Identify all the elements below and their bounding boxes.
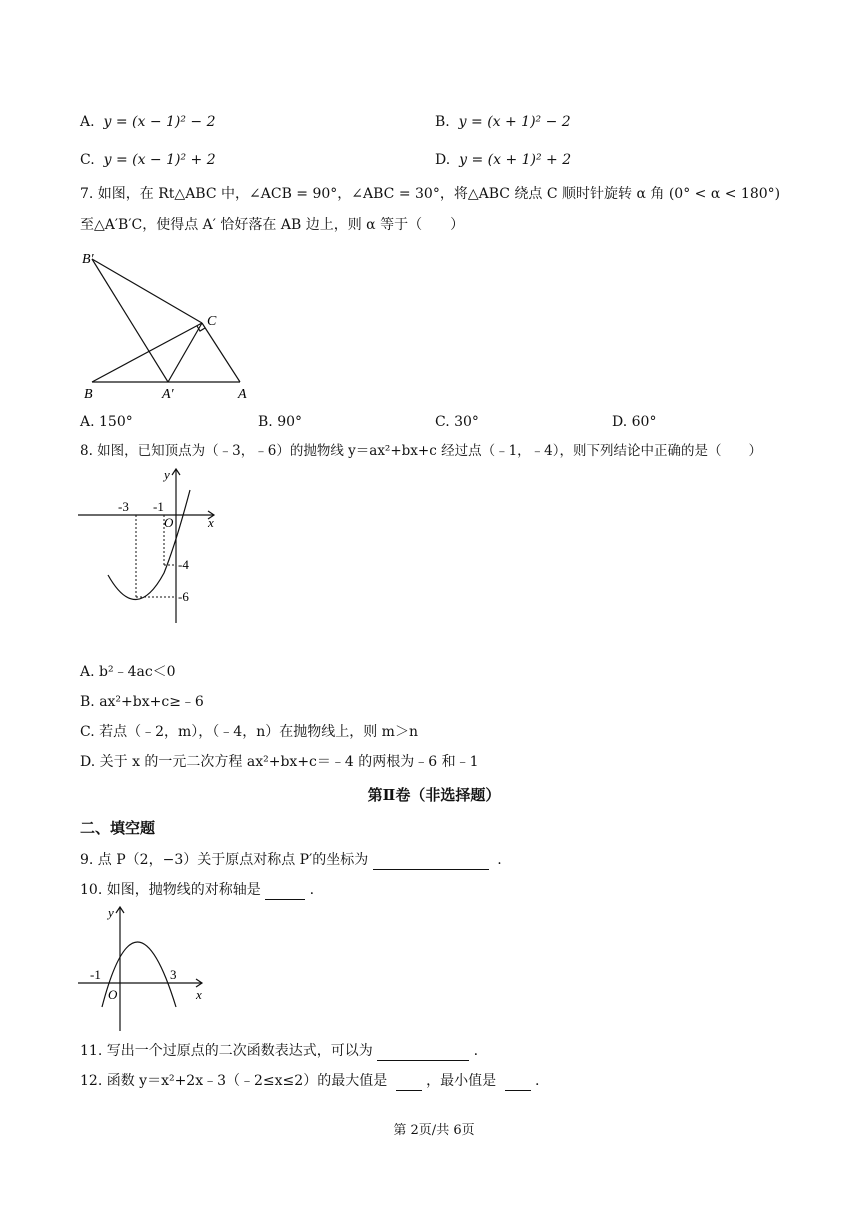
q10-parabola-graph bbox=[78, 903, 218, 1035]
q7-stem-line2: 至△A′B′C，使得点 A′ 恰好落在 AB 边上，则 α 等于（ ） bbox=[80, 217, 465, 233]
q11-end: . bbox=[473, 1043, 479, 1059]
q10-end: . bbox=[309, 882, 315, 898]
q6-option-b-label: B. bbox=[435, 114, 450, 130]
q10-label-o: O bbox=[108, 987, 118, 1002]
q9 bbox=[80, 850, 502, 870]
q8-stem: 8. 如图，已知顶点为（﹣3，﹣6）的抛物线 y＝ax²+bx+c 经过点（﹣1，﹣4），则下列结论中正确的是（ ） bbox=[80, 443, 762, 459]
q6-option-d-expr: y = (x + 1)² + 2 bbox=[459, 152, 572, 168]
q7-option-c: C. 30° bbox=[435, 414, 479, 430]
q10-answer-blank[interactable] bbox=[265, 883, 305, 900]
q12 bbox=[80, 1071, 539, 1091]
q6-option-c-expr: y = (x − 1)² + 2 bbox=[103, 152, 216, 168]
q6-option-a bbox=[80, 112, 216, 132]
q6-option-b-expr: y = (x + 1)² − 2 bbox=[458, 114, 571, 130]
q8-option-c: C. 若点（﹣2，m），（﹣4，n）在抛物线上，则 m＞n bbox=[80, 724, 418, 740]
q7-option-d: D. 60° bbox=[612, 414, 657, 430]
q8-label-neg1: -1 bbox=[153, 499, 164, 514]
q10-label-x: x bbox=[196, 987, 202, 1002]
q6-option-a-expr: y = (x − 1)² − 2 bbox=[103, 114, 216, 130]
q10 bbox=[80, 880, 314, 900]
q10-label-three: 3 bbox=[170, 967, 177, 982]
q6-option-a-label: A. bbox=[80, 114, 95, 130]
q7-option-a: A. 150° bbox=[80, 414, 133, 430]
page-footer: 第 2页/共 6页 bbox=[393, 1123, 475, 1138]
q7-label-b: B bbox=[84, 387, 93, 402]
q12-min-blank[interactable] bbox=[505, 1074, 531, 1091]
q7-triangle-figure bbox=[78, 245, 268, 405]
q7-label-b-prime: B′ bbox=[82, 252, 94, 267]
q12-text: 12. 函数 y＝x²+2x﹣3（﹣2≤x≤2）的最大值是 bbox=[80, 1073, 388, 1089]
part2-heading: 二、填空题 bbox=[80, 819, 156, 837]
q12-mid: ，最小值是 bbox=[426, 1073, 497, 1089]
q6-option-d bbox=[435, 150, 571, 170]
q6-option-d-label: D. bbox=[435, 152, 451, 168]
q6-option-c-label: C. bbox=[80, 152, 95, 168]
q6-option-c bbox=[80, 150, 216, 170]
q12-end: . bbox=[535, 1073, 540, 1089]
q10-label-y: y bbox=[108, 905, 114, 920]
q8-label-x: x bbox=[208, 515, 214, 530]
q10-text: 10. 如图，抛物线的对称轴是 bbox=[80, 882, 261, 898]
q7-option-b: B. 90° bbox=[258, 414, 303, 430]
q11-answer-blank[interactable] bbox=[377, 1044, 469, 1061]
q10-label-neg1: -1 bbox=[90, 967, 101, 982]
q8-label-neg3: -3 bbox=[118, 499, 129, 514]
q7-label-a: A bbox=[238, 387, 247, 402]
q8-option-d: D. 关于 x 的一元二次方程 ax²+bx+c＝﹣4 的两根为﹣6 和﹣1 bbox=[80, 754, 479, 770]
section-title: 第Ⅱ卷（非选择题） bbox=[367, 786, 501, 804]
q9-answer-blank[interactable] bbox=[373, 853, 489, 870]
q8-option-b: B. ax²+bx+c≥﹣6 bbox=[80, 694, 204, 710]
q8-label-neg4: -4 bbox=[178, 557, 189, 572]
q7-label-c: C bbox=[207, 314, 217, 329]
q11 bbox=[80, 1041, 478, 1061]
q8-parabola-graph bbox=[78, 465, 228, 630]
q9-text: 9. 点 P（2，−3）关于原点对称点 P′的坐标为 bbox=[80, 852, 369, 868]
q9-end: . bbox=[497, 852, 502, 868]
q8-label-neg6: -6 bbox=[178, 589, 189, 604]
q12-max-blank[interactable] bbox=[396, 1074, 422, 1091]
q8-option-a: A. b²﹣4ac＜0 bbox=[80, 664, 176, 680]
q7-stem-line1: 7. 如图，在 Rt△ABC 中，∠ACB = 90°，∠ABC = 30°，将△ABC 绕点 C 顺时针旋转 α 角 (0° < α < 180°) bbox=[80, 186, 781, 202]
q6-option-b bbox=[435, 112, 571, 132]
q8-label-y: y bbox=[164, 467, 170, 482]
q7-label-a-prime: A′ bbox=[162, 387, 174, 402]
q8-label-o: O bbox=[164, 515, 174, 530]
q11-text: 11. 写出一个过原点的二次函数表达式，可以为 bbox=[80, 1043, 373, 1059]
